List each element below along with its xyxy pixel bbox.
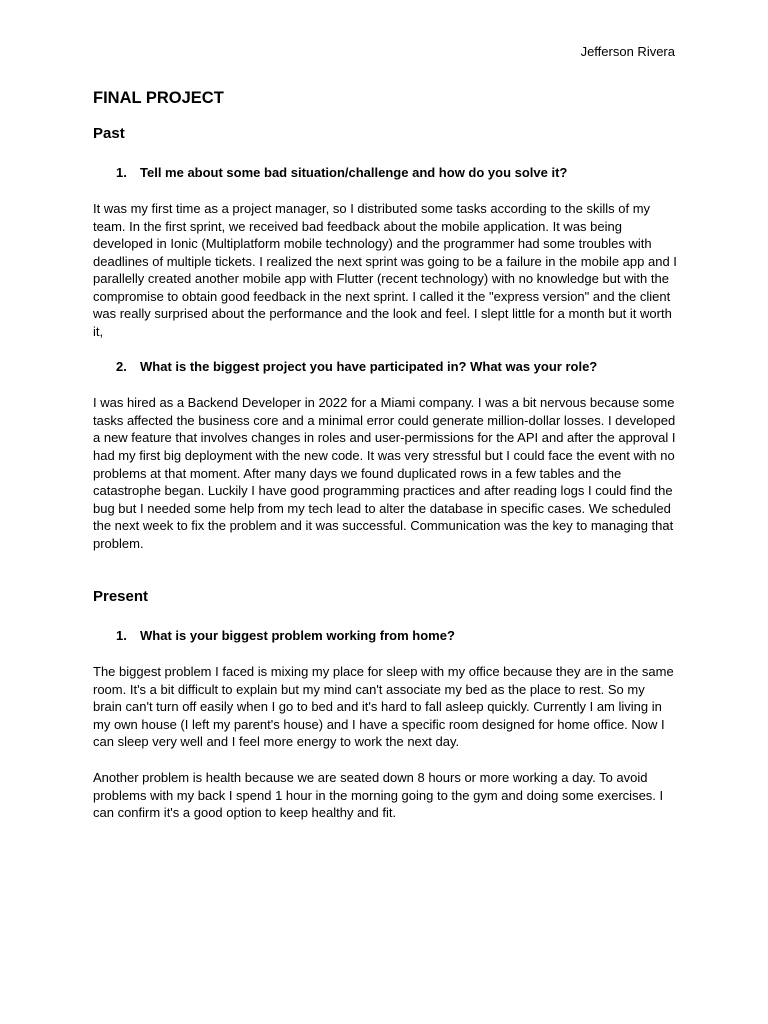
answer-past-1: It was my first time as a project manager, so I distributed some tasks according to the skills of my team. In the first sprint, we received bad feedback about the mobile application. It was being developed in Ionic (Multiplatform mobile technology) and the programmer had some troubles with deadlines of multiple tickets. I realized the next sprint was going to be a failure in the mobile app and I parallelly created another mobile app with Flutter (recent technology) with no knowledge but with the compromise to obtain good feedback in the next sprint. I called it the "express version" and the client was really surprised about the performance and the look and feel. I slept little for a month but it worth it, — [93, 201, 677, 339]
question-past-1 — [93, 164, 677, 181]
question-number: 2. — [116, 359, 127, 375]
section-heading-past: Past — [93, 125, 125, 142]
answer-past-2: I was hired as a Backend Developer in 2022 for a Miami company. I was a bit nervous because some tasks affected the business core and a minimal error could generate million-dollar losses. I developed a new feature that involves changes in roles and user-permissions for the API and after the approval I had my first big deployment with the new code. It was very stressful but I could face the event with no problems at that moment. After many days we found duplicated rows in a few tables and the catastrophe began. Luckily I have good programming practices and after reading logs I could find the bug but I needed some help from my tech lead to alter the database in specific cases. We scheduled the next week to fix the problem and it was successful. Communication was the key to managing that problem. — [93, 395, 676, 551]
section-heading-present: Present — [93, 588, 149, 606]
question-number: 1. — [116, 165, 127, 180]
question-text: What is your biggest problem working from home? — [140, 628, 455, 644]
answer-present-1-paragraph-1: The biggest problem I faced is mixing my place for sleep with my office because they are in the same room. It's a bit difficult to explain but my mind can't associate my bed as the place to rest. So my brain can't turn off easily when I go to bed and it's hard to fall asleep quickly. Currently I am living in my own house (I left my parent's house) and I have a specific room designed for home office. Now I can sleep very well and I feel more energy to work the next day. — [93, 664, 674, 750]
document-body — [93, 88, 677, 822]
question-present-1 — [93, 627, 677, 644]
section-present — [93, 588, 677, 821]
question-text: Tell me about some bad situation/challenge and how do you solve it? — [140, 165, 568, 180]
document-title: FINAL PROJECT — [93, 89, 224, 107]
author-name: Jefferson Rivera — [580, 44, 675, 59]
section-past — [93, 125, 677, 552]
answer-present-1-paragraph-2: Another problem is health because we are seated down 8 hours or more working a day. To avoid problems with my back I spend 1 hour in the morning going to the gym and doing some exercises. I can confirm it's a good option to keep healthy and fit. — [93, 770, 664, 821]
question-past-2 — [93, 358, 677, 375]
question-number: 1. — [116, 628, 127, 644]
question-text: What is the biggest project you have participated in? What was your role? — [140, 359, 598, 375]
